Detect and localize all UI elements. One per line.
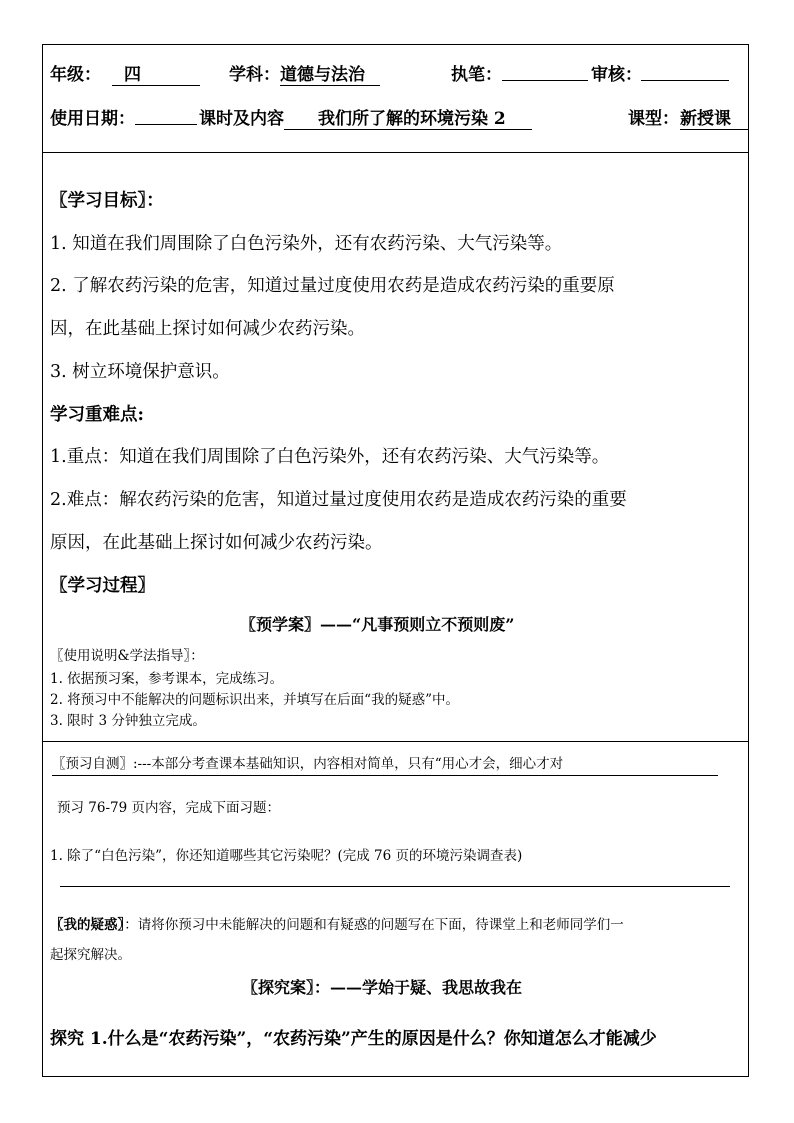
date-field[interactable] (135, 104, 197, 125)
objective-item: 2. 了解农药污染的危害，知道过量过度使用农药是造成农药污染的重要原 (50, 276, 615, 296)
doubts-paragraph (50, 913, 624, 933)
author-label: 执笔： (451, 65, 502, 85)
self-test-underline (52, 775, 718, 776)
objective-item: 因，在此基础上探讨如何减少农药污染。 (50, 319, 365, 339)
doubts-label: 〖我的疑惑〗 (50, 917, 125, 933)
lesson-label: 课时及内容 (199, 109, 284, 129)
lesson-type-label: 课型： (628, 109, 679, 129)
objective-item: 1. 知道在我们周围除了白色污染外，还有农药污染、大气污染等。 (50, 234, 563, 254)
key-point-item: 1.重点：知道在我们周围除了白色污染外，还有农药污染、大气污染等。 (50, 447, 610, 467)
guide-item: 3. 限时 3 分钟独立完成。 (50, 713, 206, 729)
objective-item: 3. 树立环境保护意识。 (50, 362, 230, 382)
objectives-heading: 〖学习目标〗： (50, 191, 164, 211)
review-label: 审核： (591, 65, 642, 85)
preview-title: 〖预学案〗——“凡事预则立不预则废” (240, 615, 515, 634)
process-heading: 〖学习过程〗 (50, 576, 155, 596)
self-test-heading: 〖预习自测〗:---本部分考查课本基础知识，内容相对简单，只有“用心才会，细心才对 (52, 756, 564, 772)
doubts-text: ：请将你预习中未能解决的问题和有疑惑的问题写在下面，待课堂上和老师同学们一 (124, 917, 624, 933)
key-point-item: 原因，在此基础上探讨如何减少农药污染。 (50, 533, 383, 553)
answer-line[interactable] (60, 886, 730, 887)
grade-label: 年级： (50, 65, 101, 85)
section-divider (42, 741, 749, 742)
self-test-question: 1. 除了“白色污染”，你还知道哪些其它污染呢？(完成 76 页的环境污染调查表) (50, 848, 523, 864)
key-points-heading: 学习重难点: (50, 405, 144, 425)
lesson-type-value: 新授课 (680, 104, 748, 130)
date-label: 使用日期： (50, 109, 135, 129)
key-point-item: 2.难点：解农药污染的危害，知道过量过度使用农药是造成农药污染的重要 (50, 490, 627, 510)
explore-title: 〖探究案〗：——学始于疑、我思故我在 (242, 978, 523, 997)
author-field[interactable] (502, 60, 588, 81)
doubts-text-continued: 起探究解决。 (50, 947, 131, 963)
guide-item: 2. 将预习中不能解决的问题标识出来，并填写在后面“我的疑惑”中。 (50, 692, 459, 708)
lesson-value: 我们所了解的环境污染 2 (284, 104, 532, 130)
subject-value: 道德与法治 (280, 60, 380, 86)
explore-question: 探究 1.什么是“农药污染”，“农药污染”产生的原因是什么？你知道怎么才能减少 (50, 1029, 657, 1049)
review-field[interactable] (641, 60, 729, 81)
grade-value: 四 (112, 60, 200, 86)
subject-label: 学科： (229, 65, 280, 85)
guide-item: 1. 依据预习案，参考课本，完成练习。 (50, 671, 284, 687)
self-test-intro: 预习 76-79 页内容，完成下面习题： (57, 800, 281, 816)
guide-heading: 〖使用说明&学法指导〗： (50, 648, 204, 664)
header-divider (42, 152, 749, 153)
